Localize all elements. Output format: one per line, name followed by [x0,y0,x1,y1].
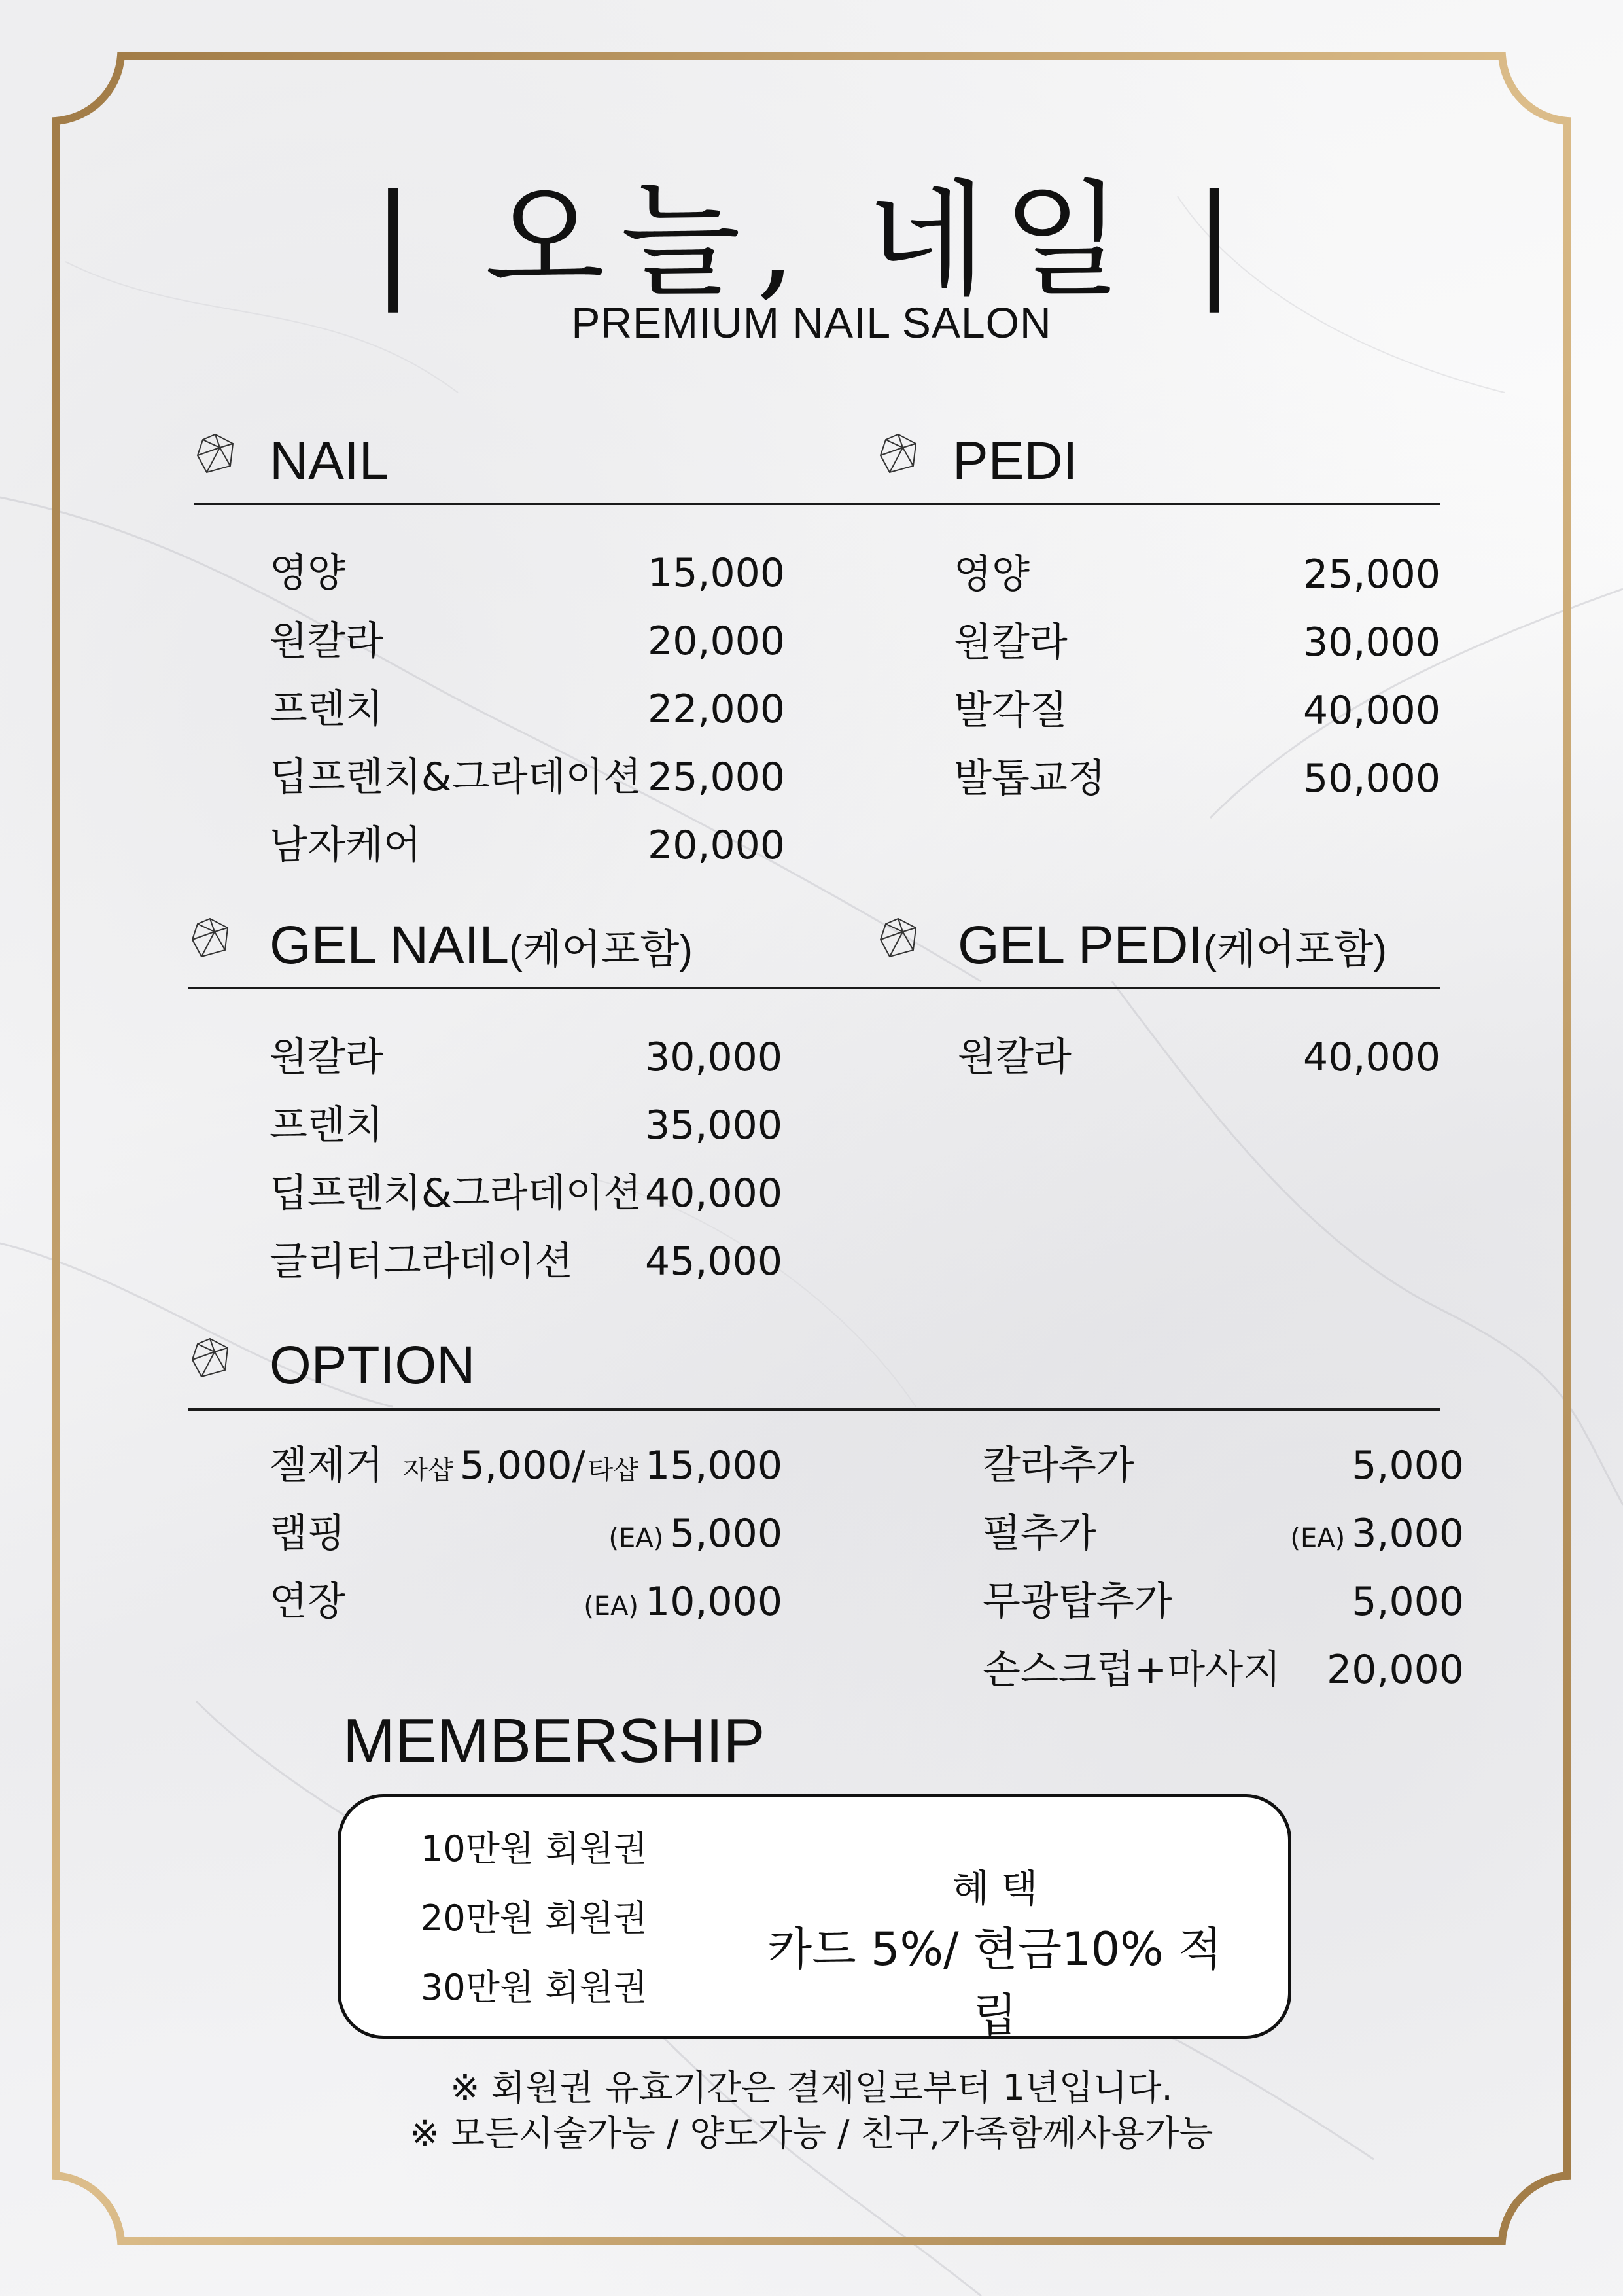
section-title-option: OPTION [270,1335,476,1395]
list-item: 원칼라 30,000 [270,1034,782,1080]
list-item: 랩핑 (EA) 5,000 [270,1511,782,1557]
option-list-right [983,1434,1464,1706]
list-item: 펄추가 (EA) 3,000 [983,1511,1464,1557]
diamond-icon [188,916,232,959]
option-list-left [270,1434,782,1638]
list-item: 발각질 40,000 [954,688,1440,733]
footer-note: ※ 회원권 유효기간은 결제일로부터 1년입니다. [450,2067,1173,2108]
footer-note: ※ 모든시술가능 / 양도가능 / 친구,가족함께사용가능 [410,2113,1213,2154]
section-divider [194,503,788,505]
membership-tier: 30만원 회원권 [421,1967,648,2008]
salon-title: | 오늘, 네일 | [372,168,1251,313]
section-title-gel-nail: GEL NAIL(케어포함) [270,915,693,975]
section-title-gel-pedi: GEL PEDI(케어포함) [958,915,1387,975]
section-divider [188,987,788,989]
list-item: 연장 (EA) 10,000 [270,1579,782,1625]
diamond-icon [188,1336,232,1379]
membership-box [338,1794,1291,2042]
list-item: 칼라추가 5,000 [983,1443,1464,1489]
gel-pedi-price-list [958,1026,1440,1094]
diamond-icon [194,432,237,475]
membership-tier: 20만원 회원권 [421,1898,648,1939]
diamond-icon [877,432,920,475]
benefit-label: 혜 택 [952,1866,1038,1911]
nail-price-list [270,542,785,882]
membership-tier: 10만원 회원권 [421,1828,648,1869]
list-item: 손스크럽+마사지 20,000 [983,1647,1464,1693]
membership-tier-list [421,1821,648,2029]
list-item: 원칼라 30,000 [954,620,1440,665]
section-title-pedi: PEDI [952,431,1078,491]
list-item: 영양 15,000 [270,550,785,596]
section-title-suffix: (케어포함) [509,927,693,972]
section-title-suffix: (케어포함) [1203,927,1387,972]
pedi-price-list [954,543,1440,815]
list-item: 원칼라 40,000 [958,1034,1440,1080]
list-item: 딥프렌치&그라데이션 25,000 [270,754,785,800]
diamond-icon [877,916,920,959]
benefit-text: 카드 5%/ 현금10% 적립 [767,1922,1223,2042]
list-item: 영양 25,000 [954,552,1440,597]
membership-title: MEMBERSHIP [343,1706,765,1776]
gel-nail-price-list [270,1026,782,1298]
section-divider [788,503,1440,505]
list-item: 프렌치 22,000 [270,686,785,732]
section-divider [188,1408,1440,1411]
list-item: 남자케어 20,000 [270,822,785,868]
list-item: 딥프렌치&그라데이션 40,000 [270,1171,782,1216]
salon-subtitle: PREMIUM NAIL SALON [571,298,1052,347]
section-divider [788,987,1440,989]
list-item: 젤제거 자샵 5,000/ 타샵 15,000 [270,1443,782,1489]
list-item: 원칼라 20,000 [270,618,785,664]
list-item: 무광탑추가 5,000 [983,1579,1464,1625]
list-item: 발톱교정 50,000 [954,756,1440,802]
list-item: 프렌치 35,000 [270,1103,782,1148]
section-title-nail: NAIL [270,431,389,491]
list-item: 글리터그라데이션 45,000 [270,1239,782,1284]
